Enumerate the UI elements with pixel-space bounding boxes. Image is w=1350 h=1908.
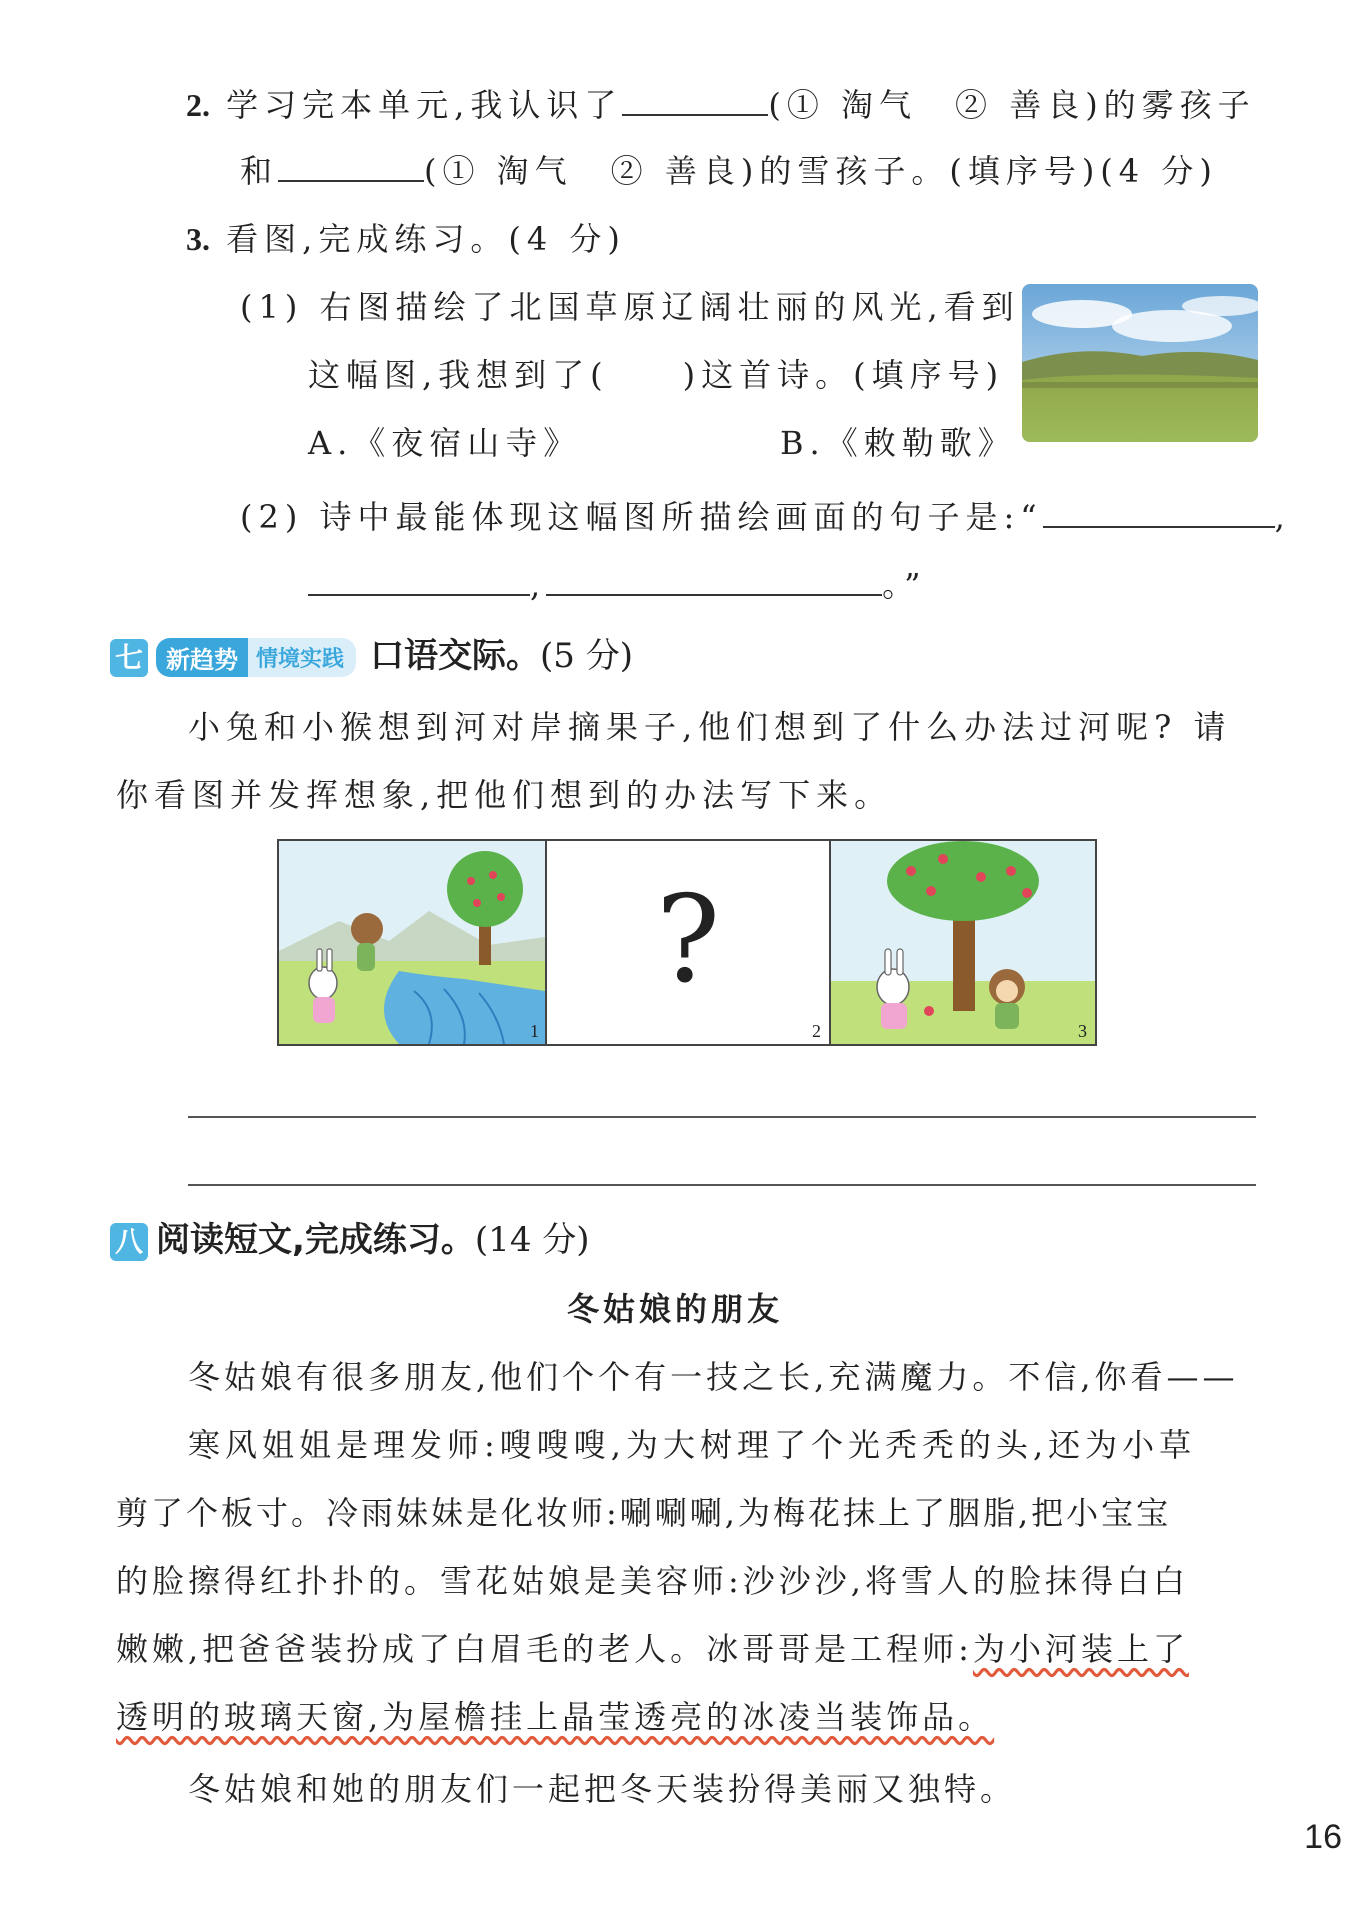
q3-p1-text-a: 这幅图,我想到了( <box>308 356 609 394</box>
story-line-5 <box>116 1624 1189 1670</box>
section-7-score: (5 分) <box>540 636 633 676</box>
q3-option-a: A.《夜宿山寺》 <box>308 424 582 462</box>
q3-p2-blank-1[interactable] <box>1043 500 1275 528</box>
q3-p2-blank-3[interactable] <box>546 568 882 596</box>
answer-line-1[interactable] <box>188 1116 1256 1118</box>
q3-option-b: B.《敕勒歌》 <box>780 424 1016 462</box>
section-7-badge: 七 <box>110 639 148 677</box>
grassland-photo <box>1022 284 1258 442</box>
story-line-2: 寒风姐姐是理发师:嗖嗖嗖,为大树理了个光秃秃的头,还为小草 <box>188 1426 1197 1464</box>
wavy-underlined-text-2: 透明的玻璃天窗,为屋檐挂上晶莹透亮的冰凌当装饰品。 <box>116 1698 995 1736</box>
panel-3-number: 3 <box>1078 1021 1087 1041</box>
story-title: 冬姑娘的朋友 <box>566 1290 783 1328</box>
q2-blank-1[interactable] <box>622 88 768 116</box>
panel-1-number: 1 <box>530 1021 539 1041</box>
panel-2-number: 2 <box>812 1021 821 1041</box>
q3-p1-text-b: )这首诗。(填序号) <box>682 356 1005 394</box>
q3-number: 3. <box>186 221 210 257</box>
q2-text-a: 学习完本单元,我认识了 <box>226 86 623 124</box>
story-line-1: 冬姑娘有很多朋友,他们个个有一技之长,充满魔力。不信,你看—— <box>188 1358 1239 1396</box>
sec7-para-line2: 你看图并发挥想象,把他们想到的办法写下来。 <box>116 776 893 814</box>
q3-p1-line1: (1) 右图描绘了北国草原辽阔壮丽的风光,看到 <box>240 288 1020 326</box>
q3-p2-line1 <box>240 492 1291 538</box>
q2-line2 <box>240 146 1218 192</box>
panel-1 <box>279 841 547 1044</box>
story-last-line: 冬姑娘和她的朋友们一起把冬天装扮得美丽又独特。 <box>188 1770 1017 1808</box>
comic-panels <box>277 839 1097 1046</box>
answer-line-2[interactable] <box>188 1184 1256 1186</box>
q3-p2-text: (2) 诗中最能体现这幅图所描绘画面的句子是:“ <box>240 498 1043 536</box>
section-8-heading <box>110 1212 590 1261</box>
q3-p2-blank-2[interactable] <box>308 568 530 596</box>
tag-new-trend: 新趋势 <box>156 638 248 677</box>
panel-2 <box>547 841 831 1044</box>
story-line-6 <box>116 1692 994 1738</box>
section-8-badge: 八 <box>110 1223 148 1261</box>
q3-stem: 看图,完成练习。(4 分) <box>226 220 626 258</box>
q3-p2-line2 <box>308 560 927 606</box>
q3-p1-line2 <box>308 350 1004 396</box>
question-mark: ? <box>655 871 721 1010</box>
q2-text-c: 和 <box>240 152 279 190</box>
wavy-underlined-text-1: 为小河装上了 <box>972 1630 1189 1668</box>
section-8-score: (14 分) <box>474 1220 590 1260</box>
q2-text-b: (① 淘气 ② 善良)的雾孩子 <box>768 86 1256 124</box>
panel-3 <box>831 841 1095 1044</box>
page-number: 16 <box>1304 1818 1342 1856</box>
section-7-heading <box>110 628 633 677</box>
q3-p2-mid-comma: , <box>530 566 547 604</box>
q2-line1 <box>186 80 1256 126</box>
q3-p2-comma: , <box>1274 498 1291 536</box>
story-line-4: 的脸擦得红扑扑的。雪花姑娘是美容师:沙沙沙,将雪人的脸抹得白白 <box>116 1562 1189 1600</box>
section-8-title: 阅读短文,完成练习。 <box>156 1220 475 1260</box>
section-7-title: 口语交际。 <box>370 636 541 676</box>
q3-stem-line <box>186 214 626 260</box>
q2-number: 2. <box>186 87 210 123</box>
story-line-5-text: 嫩嫩,把爸爸装扮成了白眉毛的老人。冰哥哥是工程师: <box>116 1630 973 1668</box>
tag-context-practice: 情境实践 <box>248 638 356 677</box>
q2-text-d: (① 淘气 ② 善良)的雪孩子。(填序号)(4 分) <box>424 152 1218 190</box>
sec7-para-line1: 小兔和小猴想到河对岸摘果子,他们想到了什么办法过河呢? 请 <box>188 708 1232 746</box>
q3-p2-end: 。” <box>882 566 927 604</box>
q2-blank-2[interactable] <box>278 154 424 182</box>
story-line-3: 剪了个板寸。冷雨妹妹是化妆师:唰唰唰,为梅花抹上了胭脂,把小宝宝 <box>116 1494 1172 1532</box>
